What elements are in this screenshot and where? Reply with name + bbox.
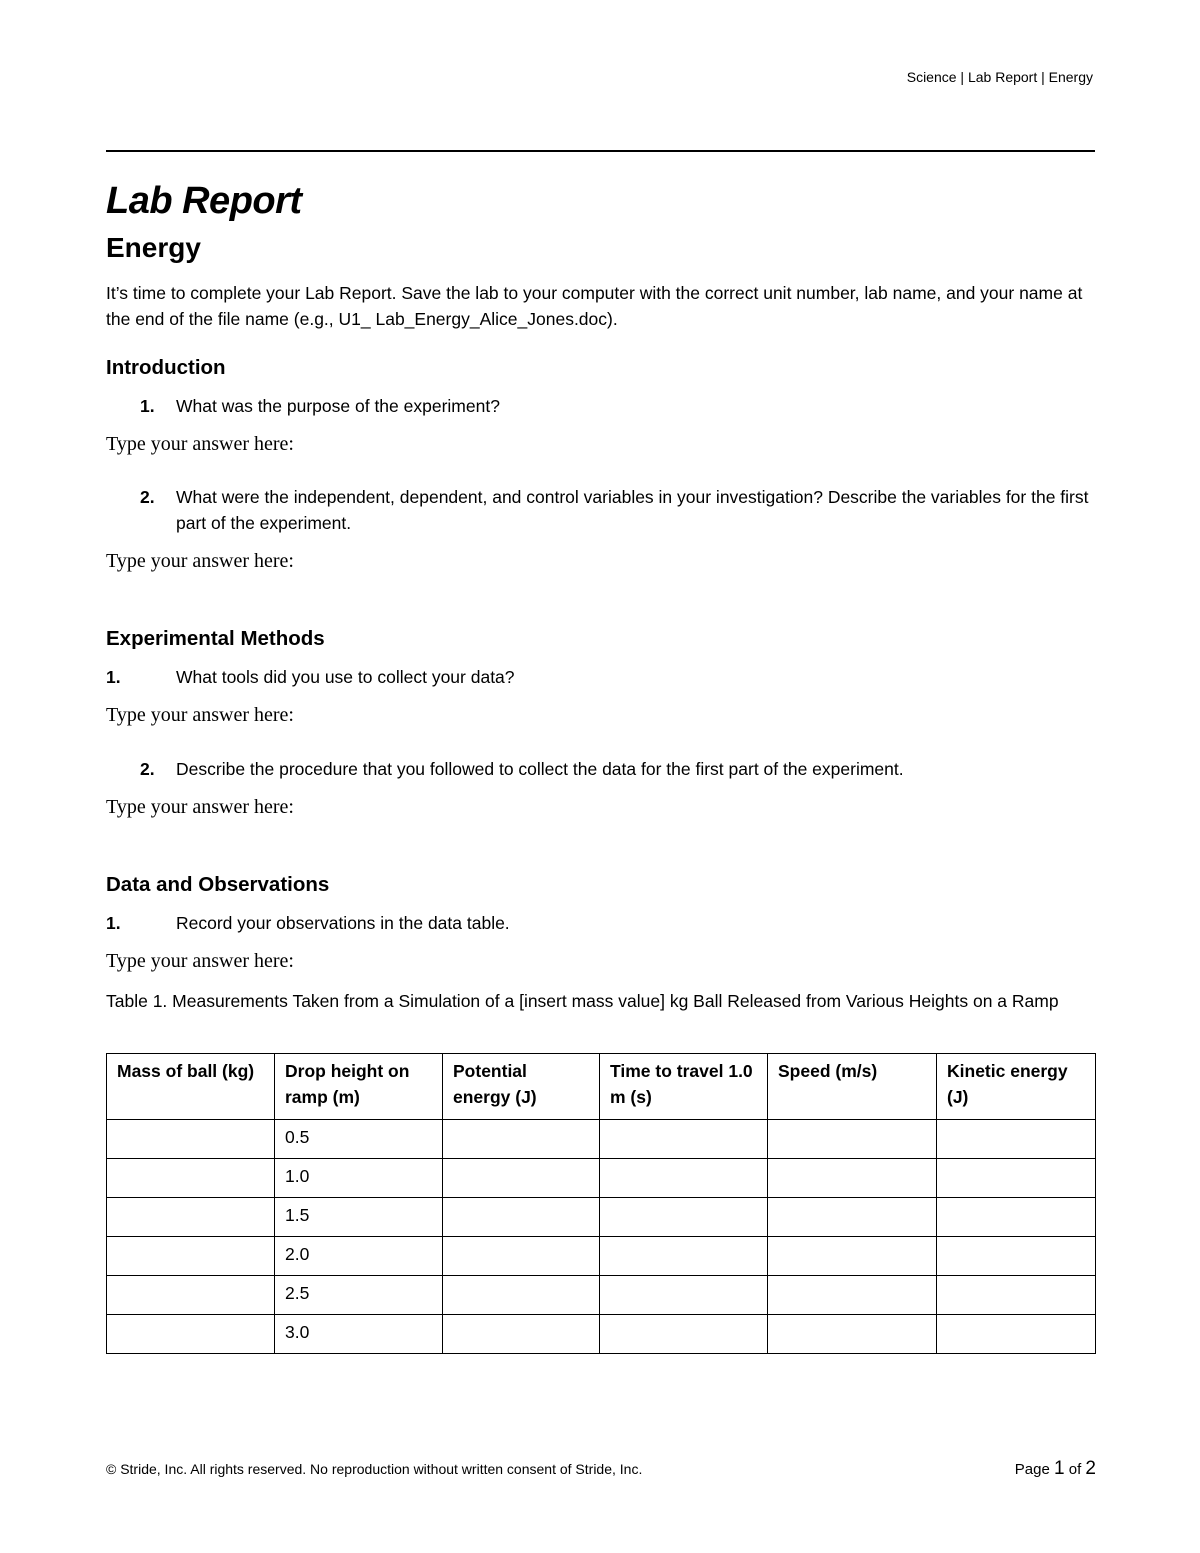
table-cell[interactable]	[107, 1315, 275, 1354]
table-cell: 0.5	[275, 1120, 443, 1159]
data-question-1	[106, 910, 1096, 936]
question-number: 1.	[140, 396, 155, 416]
question-text: What were the independent, dependent, and control variables in your investigation? Describe the variables for the first part of the experiment.	[176, 487, 1089, 533]
intro-paragraph: It’s time to complete your Lab Report. Save the lab to your computer with the correct unit number, lab name, and your name at the end of the file name (e.g., U1_ Lab_Energy_Alice_Jones.doc).	[106, 283, 1083, 329]
answer-field[interactable]: Type your answer here:	[106, 796, 294, 818]
table-cell[interactable]	[107, 1198, 275, 1237]
table-cell: 2.5	[275, 1276, 443, 1315]
answer-field[interactable]: Type your answer here:	[106, 704, 294, 726]
table-row	[107, 1120, 1096, 1159]
column-header: Time to travel 1.0 m (s)	[600, 1054, 768, 1120]
table-cell[interactable]	[443, 1237, 600, 1276]
table-cell[interactable]	[600, 1120, 768, 1159]
table-row	[107, 1237, 1096, 1276]
table-cell[interactable]	[937, 1198, 1096, 1237]
answer-field[interactable]: Type your answer here:	[106, 433, 294, 455]
table-cell[interactable]	[937, 1276, 1096, 1315]
page-label: Page	[1014, 1461, 1050, 1478]
copyright-notice: © Stride, Inc. All rights reserved. No reproduction without written consent of Stride, Inc.	[106, 1461, 643, 1477]
table-cell[interactable]	[443, 1276, 600, 1315]
table-row	[107, 1276, 1096, 1315]
table-cell[interactable]	[443, 1159, 600, 1198]
page-title: Lab Report	[106, 180, 302, 222]
question-number: 1.	[106, 667, 121, 687]
column-header: Kinetic energy (J)	[937, 1054, 1096, 1120]
introduction-heading: Introduction	[106, 356, 226, 379]
table-cell[interactable]	[107, 1276, 275, 1315]
question-text: Record your observations in the data table.	[176, 913, 510, 933]
table-row	[107, 1198, 1096, 1237]
table-cell: 3.0	[275, 1315, 443, 1354]
table-row	[107, 1159, 1096, 1198]
table-cell[interactable]	[768, 1120, 937, 1159]
table-cell[interactable]	[768, 1237, 937, 1276]
table-cell[interactable]	[768, 1276, 937, 1315]
table-header-row	[107, 1054, 1096, 1120]
page-total: 2	[1085, 1458, 1096, 1479]
table-cell[interactable]	[107, 1159, 275, 1198]
table-cell[interactable]	[937, 1315, 1096, 1354]
table-cell[interactable]	[443, 1315, 600, 1354]
table-cell[interactable]	[600, 1315, 768, 1354]
introduction-question-1	[106, 393, 1096, 419]
table-cell[interactable]	[600, 1276, 768, 1315]
table-cell[interactable]	[768, 1159, 937, 1198]
table-cell: 2.0	[275, 1237, 443, 1276]
column-header: Mass of ball (kg)	[107, 1054, 275, 1120]
answer-field[interactable]: Type your answer here:	[106, 950, 294, 972]
question-text: Describe the procedure that you followed to collect the data for the first part of the experiment.	[176, 759, 904, 779]
table-cell[interactable]	[937, 1237, 1096, 1276]
table-cell[interactable]	[600, 1198, 768, 1237]
table-cell[interactable]	[937, 1120, 1096, 1159]
column-header: Potential energy (J)	[443, 1054, 600, 1120]
answer-field[interactable]: Type your answer here:	[106, 550, 294, 572]
page-current: 1	[1053, 1458, 1065, 1479]
table-cell[interactable]	[600, 1159, 768, 1198]
methods-heading: Experimental Methods	[106, 627, 325, 650]
data-table	[106, 1053, 1096, 1354]
table-cell: 1.5	[275, 1198, 443, 1237]
page-of-label: of	[1068, 1461, 1082, 1478]
table-row	[107, 1315, 1096, 1354]
question-number: 2.	[140, 759, 155, 779]
page-number	[1015, 1458, 1096, 1480]
introduction-question-2	[106, 484, 1096, 536]
question-number: 2.	[140, 487, 155, 507]
data-observations-heading: Data and Observations	[106, 873, 330, 896]
table-cell: 1.0	[275, 1159, 443, 1198]
table-cell[interactable]	[768, 1315, 937, 1354]
methods-question-2	[106, 756, 1096, 782]
table-cell[interactable]	[443, 1120, 600, 1159]
column-header: Speed (m/s)	[768, 1054, 937, 1120]
question-text: What tools did you use to collect your data?	[176, 667, 515, 687]
header-rule	[106, 150, 1095, 152]
running-head: Science | Lab Report | Energy	[906, 69, 1093, 85]
table-cell[interactable]	[600, 1237, 768, 1276]
table-cell[interactable]	[107, 1120, 275, 1159]
table-cell[interactable]	[107, 1237, 275, 1276]
table-cell[interactable]	[768, 1198, 937, 1237]
column-header: Drop height on ramp (m)	[275, 1054, 443, 1120]
methods-question-1	[106, 664, 1096, 690]
page-subtitle: Energy	[106, 232, 201, 263]
table-cell[interactable]	[443, 1198, 600, 1237]
question-number: 1.	[106, 913, 121, 933]
question-text: What was the purpose of the experiment?	[176, 396, 500, 416]
table-caption: Table 1. Measurements Taken from a Simulation of a [insert mass value] kg Ball Released from Various Heights on a Ramp	[106, 991, 1059, 1011]
table-cell[interactable]	[937, 1159, 1096, 1198]
